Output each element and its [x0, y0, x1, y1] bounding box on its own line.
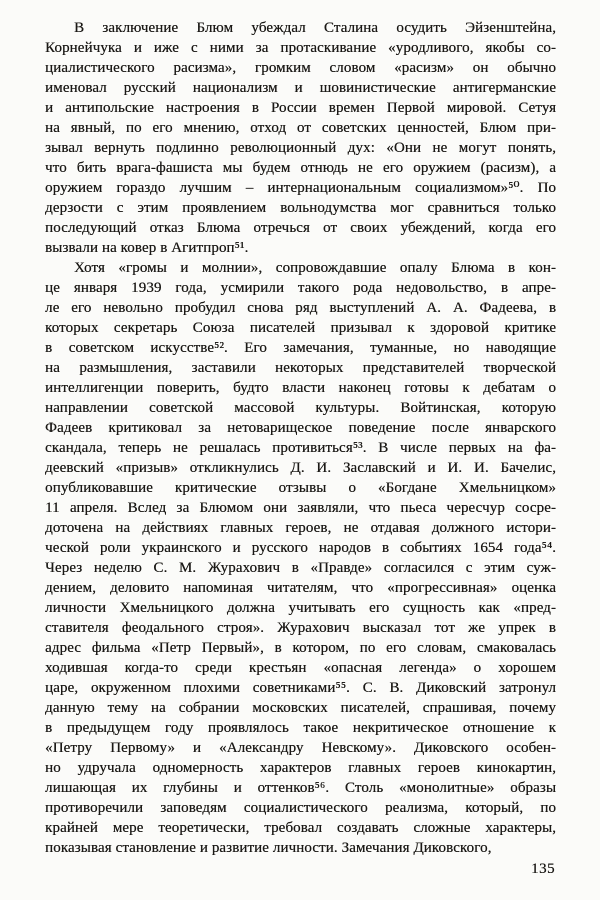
text-line: дением, деловито напоминая читателям, что «прогрессивная» оценка [45, 580, 556, 596]
text-line: царе, окруженном плохими советниками⁵⁵. С. В. Диковский затронул [45, 680, 556, 696]
text-line: на размышления, заставили некоторых представителей творческой [45, 360, 556, 376]
text-line: зывал вернуть подлинно революционный дух: «Они не могут понять, [45, 140, 556, 156]
text-line: ходившая когда-то среди крестьян «опасная легенда» о хорошем [45, 660, 556, 676]
text-line: показывая становление и развитие личности. Замечания Диковского, [45, 840, 492, 856]
text-line: ле его невольно пробудил снова ряд выступлений А. А. Фадеева, в [45, 300, 556, 316]
text-line: ческой роли украинского и русского народов в событиях 1654 года⁵⁴. [45, 540, 556, 556]
text-line: опубликовавшие критические отзывы о «Богдане Хмельницком» [45, 480, 556, 496]
text-line: но удручала одномерность характеров главных героев кинокартин, [45, 760, 556, 776]
page-number: 135 [531, 861, 555, 877]
text-line: дерзости с этим проявлением вольнодумства мог сравниться только [45, 200, 556, 216]
text-line: на явный, по его мнению, отход от советских ценностей, Блюм при- [45, 120, 556, 136]
text-line: лишающая их глубины и оттенков⁵⁶. Столь «монолитные» образы [45, 780, 556, 796]
text-line: В заключение Блюм убеждал Сталина осудить Эйзенштейна, [74, 20, 556, 36]
text-line: направлении советской массовой культуры. Войтинская, которую [45, 400, 556, 416]
text-line: Корнейчука и иже с ними за протаскивание «уродливого, якобы со- [45, 40, 556, 56]
text-line: противоречили заповедям социалистического реализма, который, по [45, 800, 556, 816]
text-line: в советском искусстве⁵². Его замечания, туманные, но наводящие [45, 340, 556, 356]
text-line: крайней мере теоретически, требовал создавать сложные характеры, [45, 820, 556, 836]
text-line: доточена на действиях главных героев, не отдавая должного истори- [45, 520, 556, 536]
text-line: что бить врага-фашиста мы будем отнюдь не его оружием (расизм), а [45, 160, 556, 176]
text-line: деевский «призыв» откликнулись Д. И. Заславский и И. И. Бачелис, [45, 460, 556, 476]
text-line: циалистического расизма», громким словом «расизм» он обычно [45, 60, 556, 76]
paragraph [45, 258, 556, 858]
text-line: личности Хмельницкого должна учитывать его сущность как «пред- [45, 600, 556, 616]
text-line: которых секретарь Союза писателей призывал к здоровой критике [45, 320, 556, 336]
text-line: це января 1939 года, усмирили такого рода недовольство, в апре- [45, 280, 556, 296]
body-text [45, 18, 556, 858]
text-line: Фадеев критиковал за нетоварищеское поведение после январского [45, 420, 556, 436]
text-line: ставителя феодального строя». Журахович высказал тот же упрек в [45, 620, 556, 636]
text-line: адрес фильма «Петр Первый», в котором, по его словам, смаковалась [45, 640, 556, 656]
text-line: именовал русский национализм и шовинистические антигерманские [45, 80, 556, 96]
text-line: Через неделю С. М. Журахович в «Правде» согласился с этим суж- [45, 560, 556, 576]
paragraph [45, 18, 556, 258]
text-line: последующий отказ Блюма отречься от своих убеждений, когда его [45, 220, 556, 236]
text-line: интеллигенции поверить, будто власти наконец готовы к дебатам о [45, 380, 556, 396]
text-line: 11 апреля. Вслед за Блюмом они заявляли, что пьеса чересчур сосре- [45, 500, 556, 516]
text-line: «Петру Первому» и «Александру Невскому». Диковского особен- [45, 740, 556, 756]
text-line: оружием гораздо лучшим – интернациональным социализмом»⁵⁰. По [45, 180, 556, 196]
text-line: данную тему на собрании московских писателей, спрашивая, почему [45, 700, 556, 716]
text-line: и антипольские настроения в России времен Первой мировой. Сетуя [45, 100, 556, 116]
text-line: скандала, теперь не решалась противиться⁵³. В числе первых на фа- [45, 440, 556, 456]
text-line: вызвали на ковер в Агитпроп⁵¹. [45, 240, 249, 256]
text-line: Хотя «громы и молнии», сопровождавшие опалу Блюма в кон- [74, 260, 556, 276]
text-line: в предыдущем году проявлялось такое некритическое отношение к [45, 720, 556, 736]
